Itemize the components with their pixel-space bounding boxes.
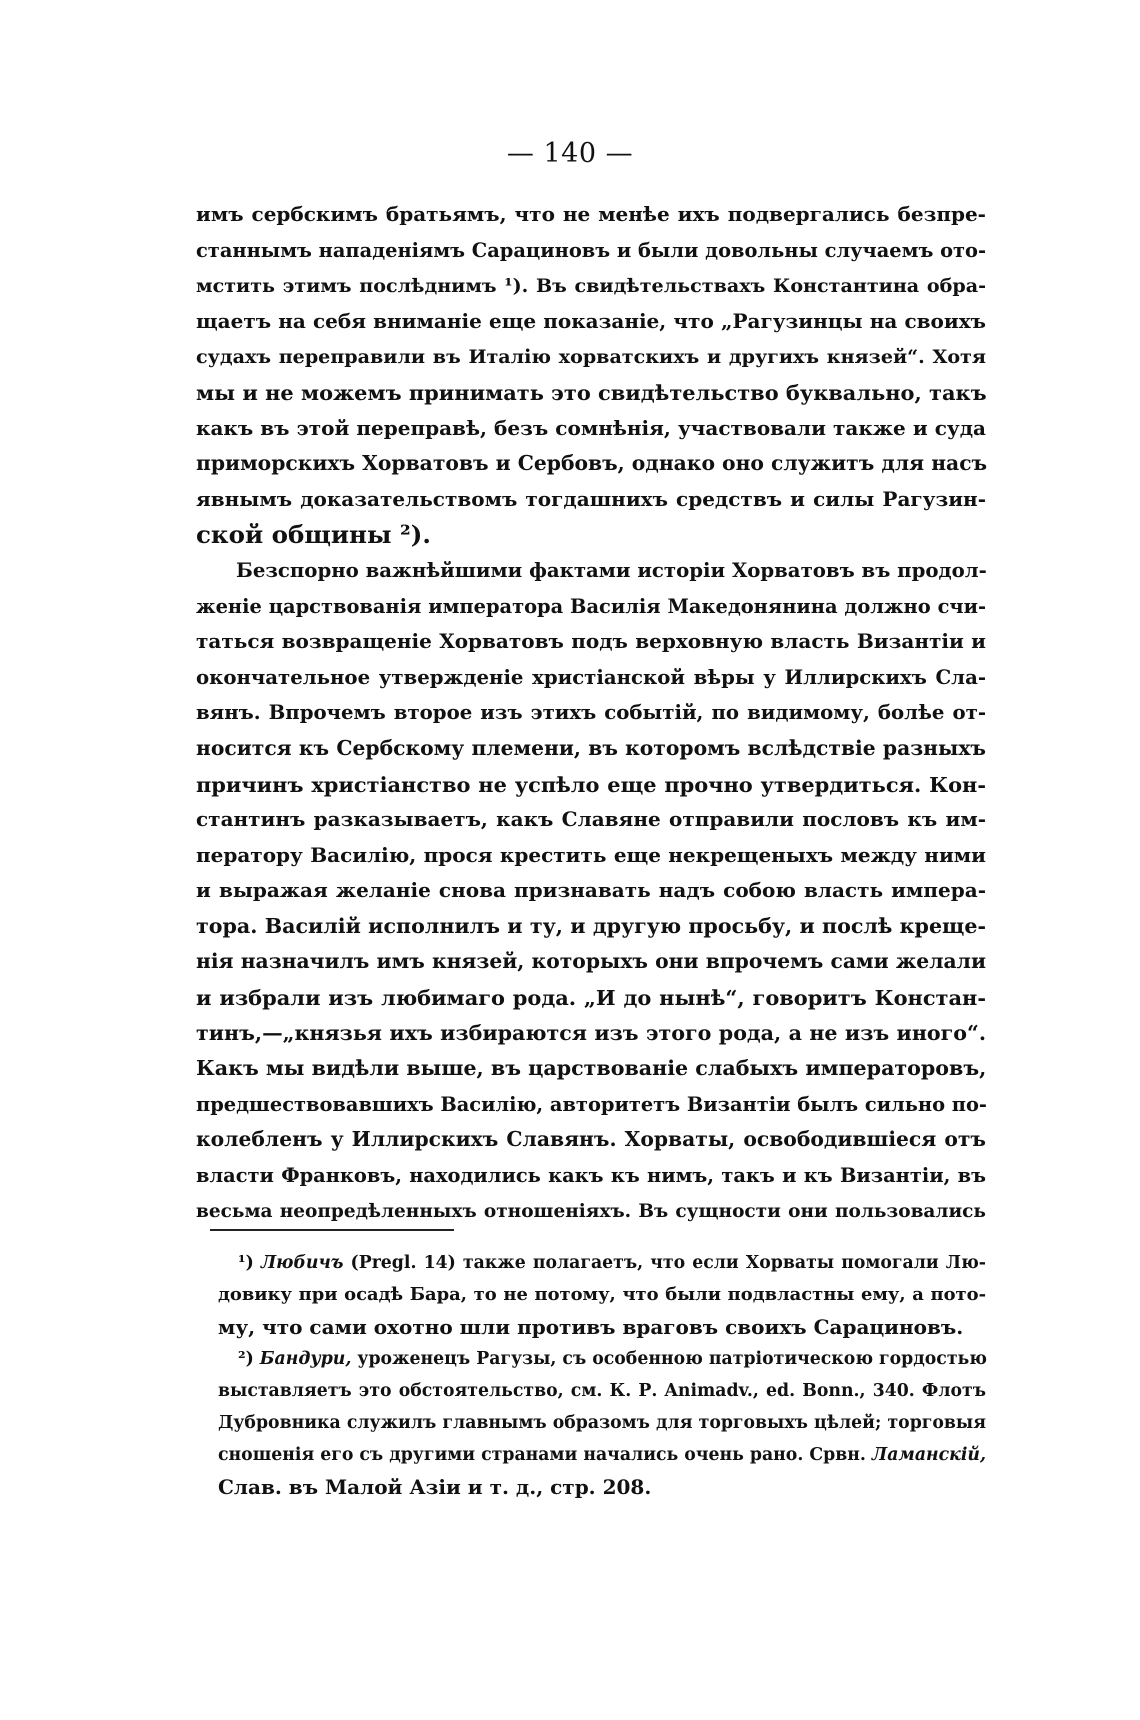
text-line: мы и не можемъ принимать это свидѣтельство буквально, такъ (196, 379, 987, 405)
text-line: стантинъ разказываетъ, какъ Славяне отправили пословъ къ им- (196, 807, 986, 832)
text-line: Какъ мы видѣли выше, въ царствованіе слабыхъ императоровъ, (196, 1056, 987, 1081)
footnote-line: Слав. въ Малой Азіи и т. д., стр. 208. (218, 1475, 652, 1499)
text-line: колебленъ у Иллирскихъ Славянъ. Хорваты, освободившіеся отъ (196, 1127, 986, 1152)
footnote-line (218, 1343, 986, 1375)
paragraph-2 (196, 553, 986, 1229)
paragraph-1 (196, 197, 986, 553)
text-line: и избрали изъ любимаго рода. „И до нынѣ“, говоритъ Констан- (196, 985, 986, 1011)
footnote-text: сношенія его съ другими странами начались очень рано. Срвн. (218, 1445, 866, 1465)
text-line: предшествовавшихъ Василію, авторитетъ Византіи былъ сильно по- (196, 1092, 987, 1116)
text-line: щаетъ на себя вниманіе еще показаніе, что „Рагузинцы на своихъ (196, 308, 986, 333)
text-line: какъ въ этой переправѣ, безъ сомнѣнія, участвовали также и суда (196, 415, 986, 440)
footnote-marker: ²) (238, 1349, 254, 1369)
footnotes (218, 1247, 986, 1503)
text-line: женіе царствованія императора Василія Македонянина должно счи- (196, 594, 986, 618)
text-line: приморскихъ Хорватовъ и Сербовъ, однако оно служитъ для насъ (196, 451, 988, 476)
footnote-marker: ¹) (238, 1253, 254, 1273)
text-line: тора. Василій исполнилъ и ту, и другую просьбу, и послѣ креще- (196, 913, 986, 938)
text-line: станнымъ нападеніямъ Сарациновъ и были довольны случаемъ ото- (196, 238, 987, 262)
text-line: носится къ Сербскому племени, въ которомъ вслѣдствіе разныхъ (196, 735, 986, 760)
main-text (196, 197, 986, 1229)
text-line: ператору Василію, прося крестить еще некрещеныхъ между ними (196, 842, 986, 867)
text-line: тинъ,—„князья ихъ избираются изъ этого рода, а не изъ иного“. (196, 1020, 986, 1045)
text-line: окончательное утвержденіе христіанской вѣры у Иллирскихъ Сла- (196, 665, 986, 689)
footnote-line (218, 1439, 986, 1471)
footnote-line: выставляетъ это обстоятельство, см. К. Р. Animadv., ed. Bonn., 340. Флотъ (218, 1381, 986, 1401)
footnote-line: Дубровника служилъ главнымъ образомъ для торговыхъ цѣлей; торговыя (218, 1413, 986, 1433)
text-line: и выражая желаніе снова признавать надъ собою власть импера- (196, 878, 986, 903)
text-line: нія назначилъ имъ князей, которыхъ они впрочемъ сами желали (196, 949, 986, 974)
footnote-author: Любичъ (260, 1253, 344, 1273)
page-number: — 140 — (506, 138, 634, 169)
text-line: власти Франковъ, находились какъ къ нимъ, такъ и къ Византіи, въ (196, 1164, 986, 1188)
footnote-2 (218, 1343, 986, 1503)
text-line: Безспорно важнѣйшими фактами исторіи Хорватовъ въ продол- (236, 558, 987, 582)
footnote-text: уроженецъ Рагузы, съ особенною патріотическою гордостью (357, 1349, 987, 1369)
footnote-line: му, что сами охотно шли противъ враговъ своихъ Сарациновъ. (218, 1315, 964, 1339)
text-line: явнымъ доказательствомъ тогдашнихъ средствъ и силы Рагузин- (196, 486, 986, 511)
text-line: причинъ христіанство не успѣло еще прочно утвердиться. Кон- (196, 771, 986, 797)
text-line: судахъ переправили въ Италію хорватскихъ и другихъ князей“. Хотя (196, 345, 986, 369)
footnote-ref-author: Ламанскій, (871, 1445, 986, 1465)
footnote-line (218, 1247, 986, 1279)
footnote-1 (218, 1247, 986, 1343)
text-line: вянъ. Впрочемъ второе изъ этихъ событій, по видимому, болѣе от- (196, 701, 986, 725)
text-line: таться возвращеніе Хорватовъ подъ верховную власть Византіи и (196, 629, 986, 654)
footnote-text: (Pregl. 14) также полагаетъ, что если Хорваты помогали Лю- (350, 1253, 986, 1273)
text-line: весьма неопредѣленныхъ отношеніяхъ. Въ сущности они пользовались (196, 1200, 986, 1222)
footnote-line: довику при осадѣ Бара, то не потому, что были подвластны ему, а пото- (218, 1284, 986, 1305)
footnote-separator (210, 1229, 454, 1231)
text-line: имъ сербскимъ братьямъ, что не менѣе ихъ подвергались безпре- (196, 202, 986, 226)
text-line: мстить этимъ послѣднимъ ¹). Въ свидѣтельствахъ Константина обра- (196, 274, 986, 298)
footnote-author: Бандури, (259, 1349, 352, 1369)
text-line: ской общины ²). (196, 520, 431, 550)
